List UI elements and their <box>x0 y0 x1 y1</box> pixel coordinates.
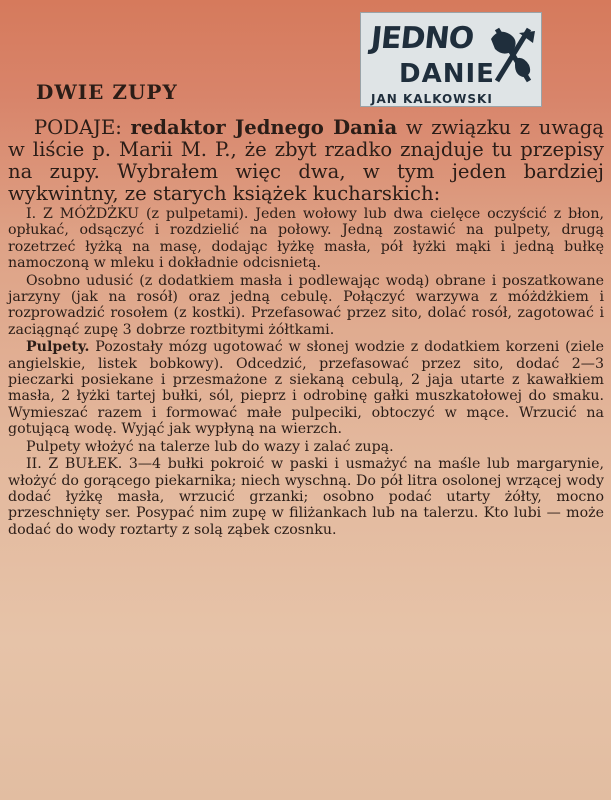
article-body <box>8 117 604 538</box>
fork-knife-whisk-icon <box>489 25 537 87</box>
logo-author: JAN KALKOWSKI <box>371 92 493 106</box>
lead-bold: redaktor Jednego Dania <box>130 116 398 139</box>
lead-prefix: PODAJE: <box>34 116 131 139</box>
logo-word-danie: DANIE <box>399 59 495 89</box>
logo-word-jedno: JEDNO <box>369 21 476 56</box>
paragraph-pulpety <box>8 339 604 437</box>
paragraph-bulki: II. Z BUŁEK. 3—4 bułki pokroić w paski i usmażyć na maśle lub margarynie, włożyć do gorącego piekarnika; niech wyschną. Do pół litra osolonej wrzącej wody dodać łyżkę masła, wrzucić grzanki; osobno podać utarty żółty, mocno przeschnięty ser. Posypać nim zupę w filiżankach lub na talerzu. Kto lubi — może dodać do wody roztarty z solą ząbek czosnku. <box>8 456 604 538</box>
article-title: DWIE ZUPY <box>36 80 178 104</box>
paragraph-jarzyny: Osobno udusić (z dodatkiem masła i podlewając wodą) obrane i poszatkowane jarzyny (jak na rosół) oraz jedną cebulę. Połączyć warzywa z móżdżkiem i rozprowadzić rosołem (z kostki). Przefasować przez sito, dolać rosół, zagotować i zaciągnąć zupę 3 dobrze roztbitymi żółtkami. <box>8 272 604 338</box>
pulpety-heading: Pulpety. <box>26 339 90 356</box>
lead-paragraph <box>8 117 604 205</box>
pulpety-text: Pozostały mózg ugotować w słonej wodzie z dodatkiem korzeni (ziele angielskie, listek bobkowy). Odcedzić, przefasować przez sito, dodać 2—3 pieczarki posiekane i przesmażone z siekaną cebulą, 2 jaja utarte z kawałkiem masła, 2 łyżki tartej bułki, sól, pieprz i odrobinę gałki muszkatołowej do smaku. Wymieszać razem i formować małe pulpeciki, obtoczyć w mące. Wrzucić na gotującą wodę. Wyjąć jak wypłyną na wierzch. <box>8 339 604 438</box>
paragraph-serving: Pulpety włożyć na talerze lub do wazy i zalać zupą. <box>26 438 394 455</box>
column-logo <box>360 12 542 107</box>
lead-text: w związku z uwagą w liście p. Marii M. P., że zbyt rzadko znajduje tu przepisy na zupy. Wybrałem więc dwa, w tym jeden bardziej wykwintny, ze starych książek kucharskich: <box>8 116 604 205</box>
paragraph-mozdzek: I. Z MÓŻDŻKU (z pulpetami). Jeden wołowy lub dwa cielęce oczyścić z błon, opłukać, odsączyć i rozdzielić na połowy. Jedną zostawić na pulpety, drugą rozetrzeć łyżką na masę, dodając łyżkę masła, pół łyżki mąki i jedną bułkę namoczoną w mleku i dokładnie odcisnietą. <box>8 206 604 272</box>
